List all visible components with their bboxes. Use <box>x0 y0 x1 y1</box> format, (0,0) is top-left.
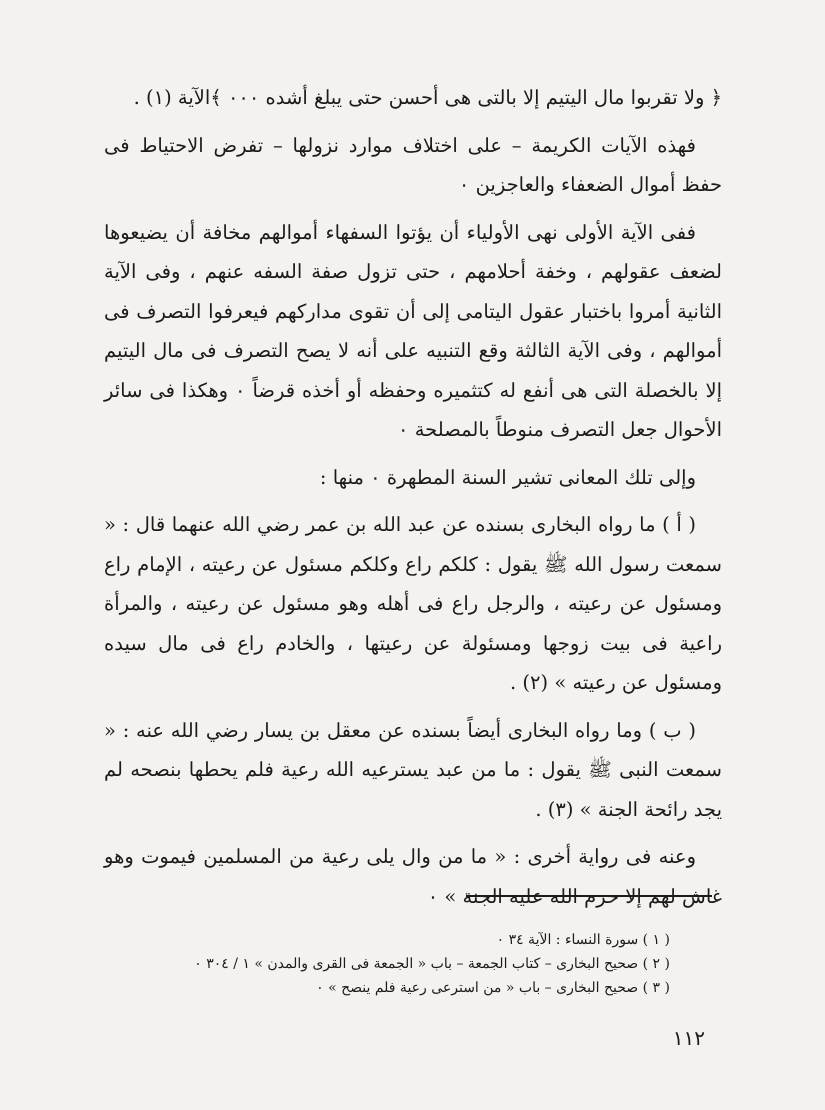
footnotes <box>104 928 722 1000</box>
paragraph: وإلى تلك المعانى تشير السنة المطهرة ٠ منها : <box>319 465 696 489</box>
footnote: ( ١ ) سورة النساء : الآية ٣٤ ٠ <box>496 932 670 948</box>
hadith-paragraph-a: ( أ ) ما رواه البخارى بسنده عن عبد الله بن عمر رضي الله عنهما قال : « سمعت رسول الله ﷺ يقول : كلكم راع وكلكم مسئول عن رعيته ، الإمام راع ومسئول عن رعيته ، والرجل راع فى أهله وهو مسئول عن رعيته ، والمرأة راعية فى بيت زوجها ومسئولة عن رعيتها ، والخادم راع فى مال سيده ومسئول عن رعيته » (٢) . <box>104 513 722 694</box>
main-text <box>104 78 722 924</box>
quran-verse-paragraph: ﴿ ولا تقربوا مال اليتيم إلا بالتى هى أحسن حتى يبلغ أشده ٠٠٠ ﴾الآية (١) . <box>133 86 722 109</box>
hadith-paragraph-other: وعنه فى رواية أخرى : « ما من وال يلى رعية من المسلمين فيموت وهو غاش لهم إلا حرم الله عليه الجنة » ٠ <box>104 845 722 908</box>
footnote: ( ٢ ) صحيح البخارى – كتاب الجمعة – باب « الجمعة فى القرى والمدن » ١ / ٣٠٤ ٠ <box>194 956 670 972</box>
page-number: ١١٢ <box>672 1026 705 1050</box>
paragraph: ففى الآية الأولى نهى الأولياء أن يؤتوا السفهاء أموالهم مخافة أن يضيعوها لضعف عقولهم ، وخفة أحلامهم ، حتى تزول صفة السفه عنهم ، وفى الآية الثانية أمروا باختبار عقول اليتامى إلى أن تقوى مداركهم فيعرفوا التصرف فى أموالهم ، وفى الآية الثالثة وقع التنبيه على أنه لا يصح التصرف فى مال اليتيم إلا بالخصلة التى هى أنفع له كتثميره وحفظه أو أخذه قرضاً ٠ وهكذا فى سائر الأحوال جعل التصرف منوطاً بالمصلحة ٠ <box>104 220 722 441</box>
footnote-separator <box>466 895 712 897</box>
paragraph: فهذه الآيات الكريمة – على اختلاف موارد نزولها – تفرض الاحتياط فى حفظ أموال الضعفاء والعاجزين ٠ <box>104 133 722 196</box>
hadith-paragraph-b: ( ب ) وما رواه البخارى أيضاً بسنده عن معقل بن يسار رضي الله عنه : « سمعت النبى ﷺ يقول : ما من عبد يسترعيه الله رعية فلم يحطها بنصحه لم يجد رائحة الجنة » (٣) . <box>104 718 722 821</box>
footnote: ( ٣ ) صحيح البخارى – باب « من استرعى رعية فلم ينصح » ٠ <box>316 980 670 996</box>
